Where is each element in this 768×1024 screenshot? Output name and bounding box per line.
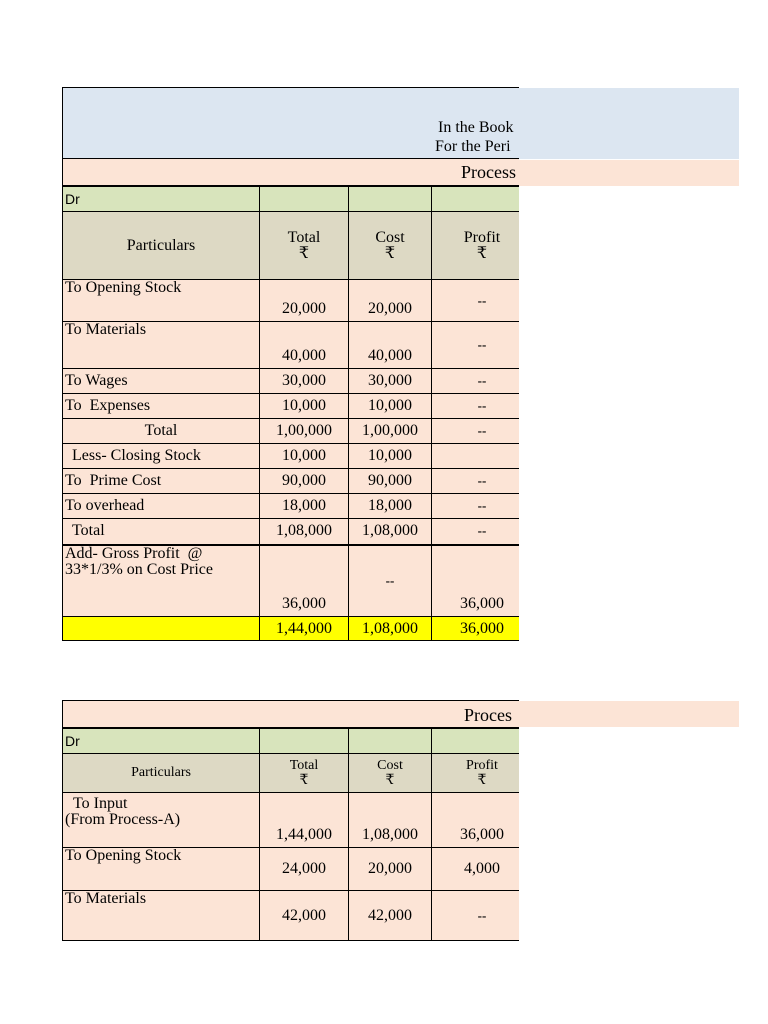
process-title-bar-2 [62, 700, 519, 728]
total-cell: 10,000 [260, 394, 349, 419]
table-row [63, 394, 520, 419]
cost-cell: 1,08,000 [349, 519, 432, 545]
row-label: To Wages [63, 369, 260, 394]
rupee-symbol: ₹ [298, 244, 310, 262]
total-cell: 1,00,000 [260, 419, 349, 444]
account-header [62, 87, 519, 159]
total-cell: 18,000 [260, 494, 349, 519]
table-row [63, 848, 520, 891]
table-row [63, 419, 520, 444]
total-cell: 10,000 [260, 444, 349, 469]
profit-header: Profit ₹ [432, 754, 520, 793]
profit-cell: 36,000 [432, 545, 520, 617]
process-title-background-2 [518, 701, 739, 727]
total-cell: 1,44,000 [260, 793, 349, 848]
row-label: To overhead [63, 494, 260, 519]
profit-cell: -- [432, 519, 520, 545]
rupee-symbol: ₹ [384, 244, 396, 262]
table-row [63, 494, 520, 519]
row-label: To Materials [63, 322, 260, 369]
cost-cell: 20,000 [349, 280, 432, 322]
row-label: Total [63, 519, 260, 545]
particulars-header: Particulars [63, 754, 260, 793]
profit-cell: -- [432, 419, 520, 444]
rupee-symbol: ₹ [299, 773, 309, 788]
cost-header: Cost ₹ [349, 754, 432, 793]
total-cell: 42,000 [260, 891, 349, 941]
input-label: To Input (From Process-A) [63, 793, 260, 848]
row-label: Less- Closing Stock [63, 444, 260, 469]
cost-cell: 1,08,000 [349, 793, 432, 848]
row-label: To Opening Stock [63, 280, 260, 322]
process-title-bar [62, 159, 519, 186]
row-label: To Materials [63, 891, 260, 941]
profit-header: Profit ₹ [432, 212, 520, 280]
total-cell: 30,000 [260, 369, 349, 394]
profit-cell: -- [432, 469, 520, 494]
cost-cell: -- [349, 545, 432, 617]
profit-cell: -- [432, 322, 520, 369]
cost-cell: 20,000 [349, 848, 432, 891]
total-cell: 36,000 [260, 545, 349, 617]
cost-cell: 10,000 [349, 444, 432, 469]
gross-profit-row [63, 545, 520, 617]
grand-total-cell: 1,44,000 [260, 617, 349, 641]
grand-profit-cell: 36,000 [432, 617, 520, 641]
total-cell: 90,000 [260, 469, 349, 494]
profit-cell: 4,000 [432, 848, 520, 891]
process-title-background [518, 160, 739, 186]
input-row [63, 793, 520, 848]
particulars-header: Particulars [63, 212, 260, 280]
column-header-row-2 [63, 754, 520, 793]
row-label: To Opening Stock [63, 848, 260, 891]
profit-cell: -- [432, 494, 520, 519]
rupee-symbol: ₹ [477, 773, 487, 788]
dr-label: Dr [63, 729, 260, 754]
profit-cell [432, 444, 520, 469]
table-row [63, 444, 520, 469]
total-header: Total ₹ [260, 754, 349, 793]
process-title-2: Proces [464, 705, 512, 725]
process-title: Process [461, 162, 516, 182]
table-row [63, 891, 520, 941]
total-cell: 1,08,000 [260, 519, 349, 545]
table-row [63, 322, 520, 369]
gross-profit-label: Add- Gross Profit @ 33*1/3% on Cost Price [63, 545, 260, 617]
table-row [63, 469, 520, 494]
total-header: Total ₹ [260, 212, 349, 280]
table-row [63, 519, 520, 545]
total-cell: 24,000 [260, 848, 349, 891]
header-background [518, 88, 739, 159]
process-a-account-table [62, 186, 519, 641]
cost-cell: 18,000 [349, 494, 432, 519]
total-cell: 20,000 [260, 280, 349, 322]
dr-row-2 [63, 729, 520, 754]
table-row [63, 280, 520, 322]
cost-cell: 10,000 [349, 394, 432, 419]
grand-cost-cell: 1,08,000 [349, 617, 432, 641]
process-b-account-table [62, 728, 519, 941]
row-label: To Prime Cost [63, 469, 260, 494]
cost-cell: 40,000 [349, 322, 432, 369]
table-row [63, 369, 520, 394]
cost-cell: 90,000 [349, 469, 432, 494]
rupee-symbol: ₹ [385, 773, 395, 788]
profit-cell: -- [432, 369, 520, 394]
total-cell: 40,000 [260, 322, 349, 369]
cost-cell: 1,00,000 [349, 419, 432, 444]
profit-cell: 36,000 [432, 793, 520, 848]
cost-cell: 30,000 [349, 369, 432, 394]
rupee-symbol: ₹ [476, 244, 488, 262]
profit-cell: -- [432, 280, 520, 322]
header-line-2: For the Peri [435, 138, 511, 155]
row-label: To Expenses [63, 394, 260, 419]
dr-row [63, 187, 520, 212]
dr-label: Dr [63, 187, 260, 212]
grand-total-row [63, 617, 520, 641]
row-label: Total [63, 419, 260, 444]
column-header-row [63, 212, 520, 280]
cost-header: Cost ₹ [349, 212, 432, 280]
cost-cell: 42,000 [349, 891, 432, 941]
profit-cell: -- [432, 891, 520, 941]
profit-cell: -- [432, 394, 520, 419]
header-line-1: In the Book [438, 119, 514, 136]
